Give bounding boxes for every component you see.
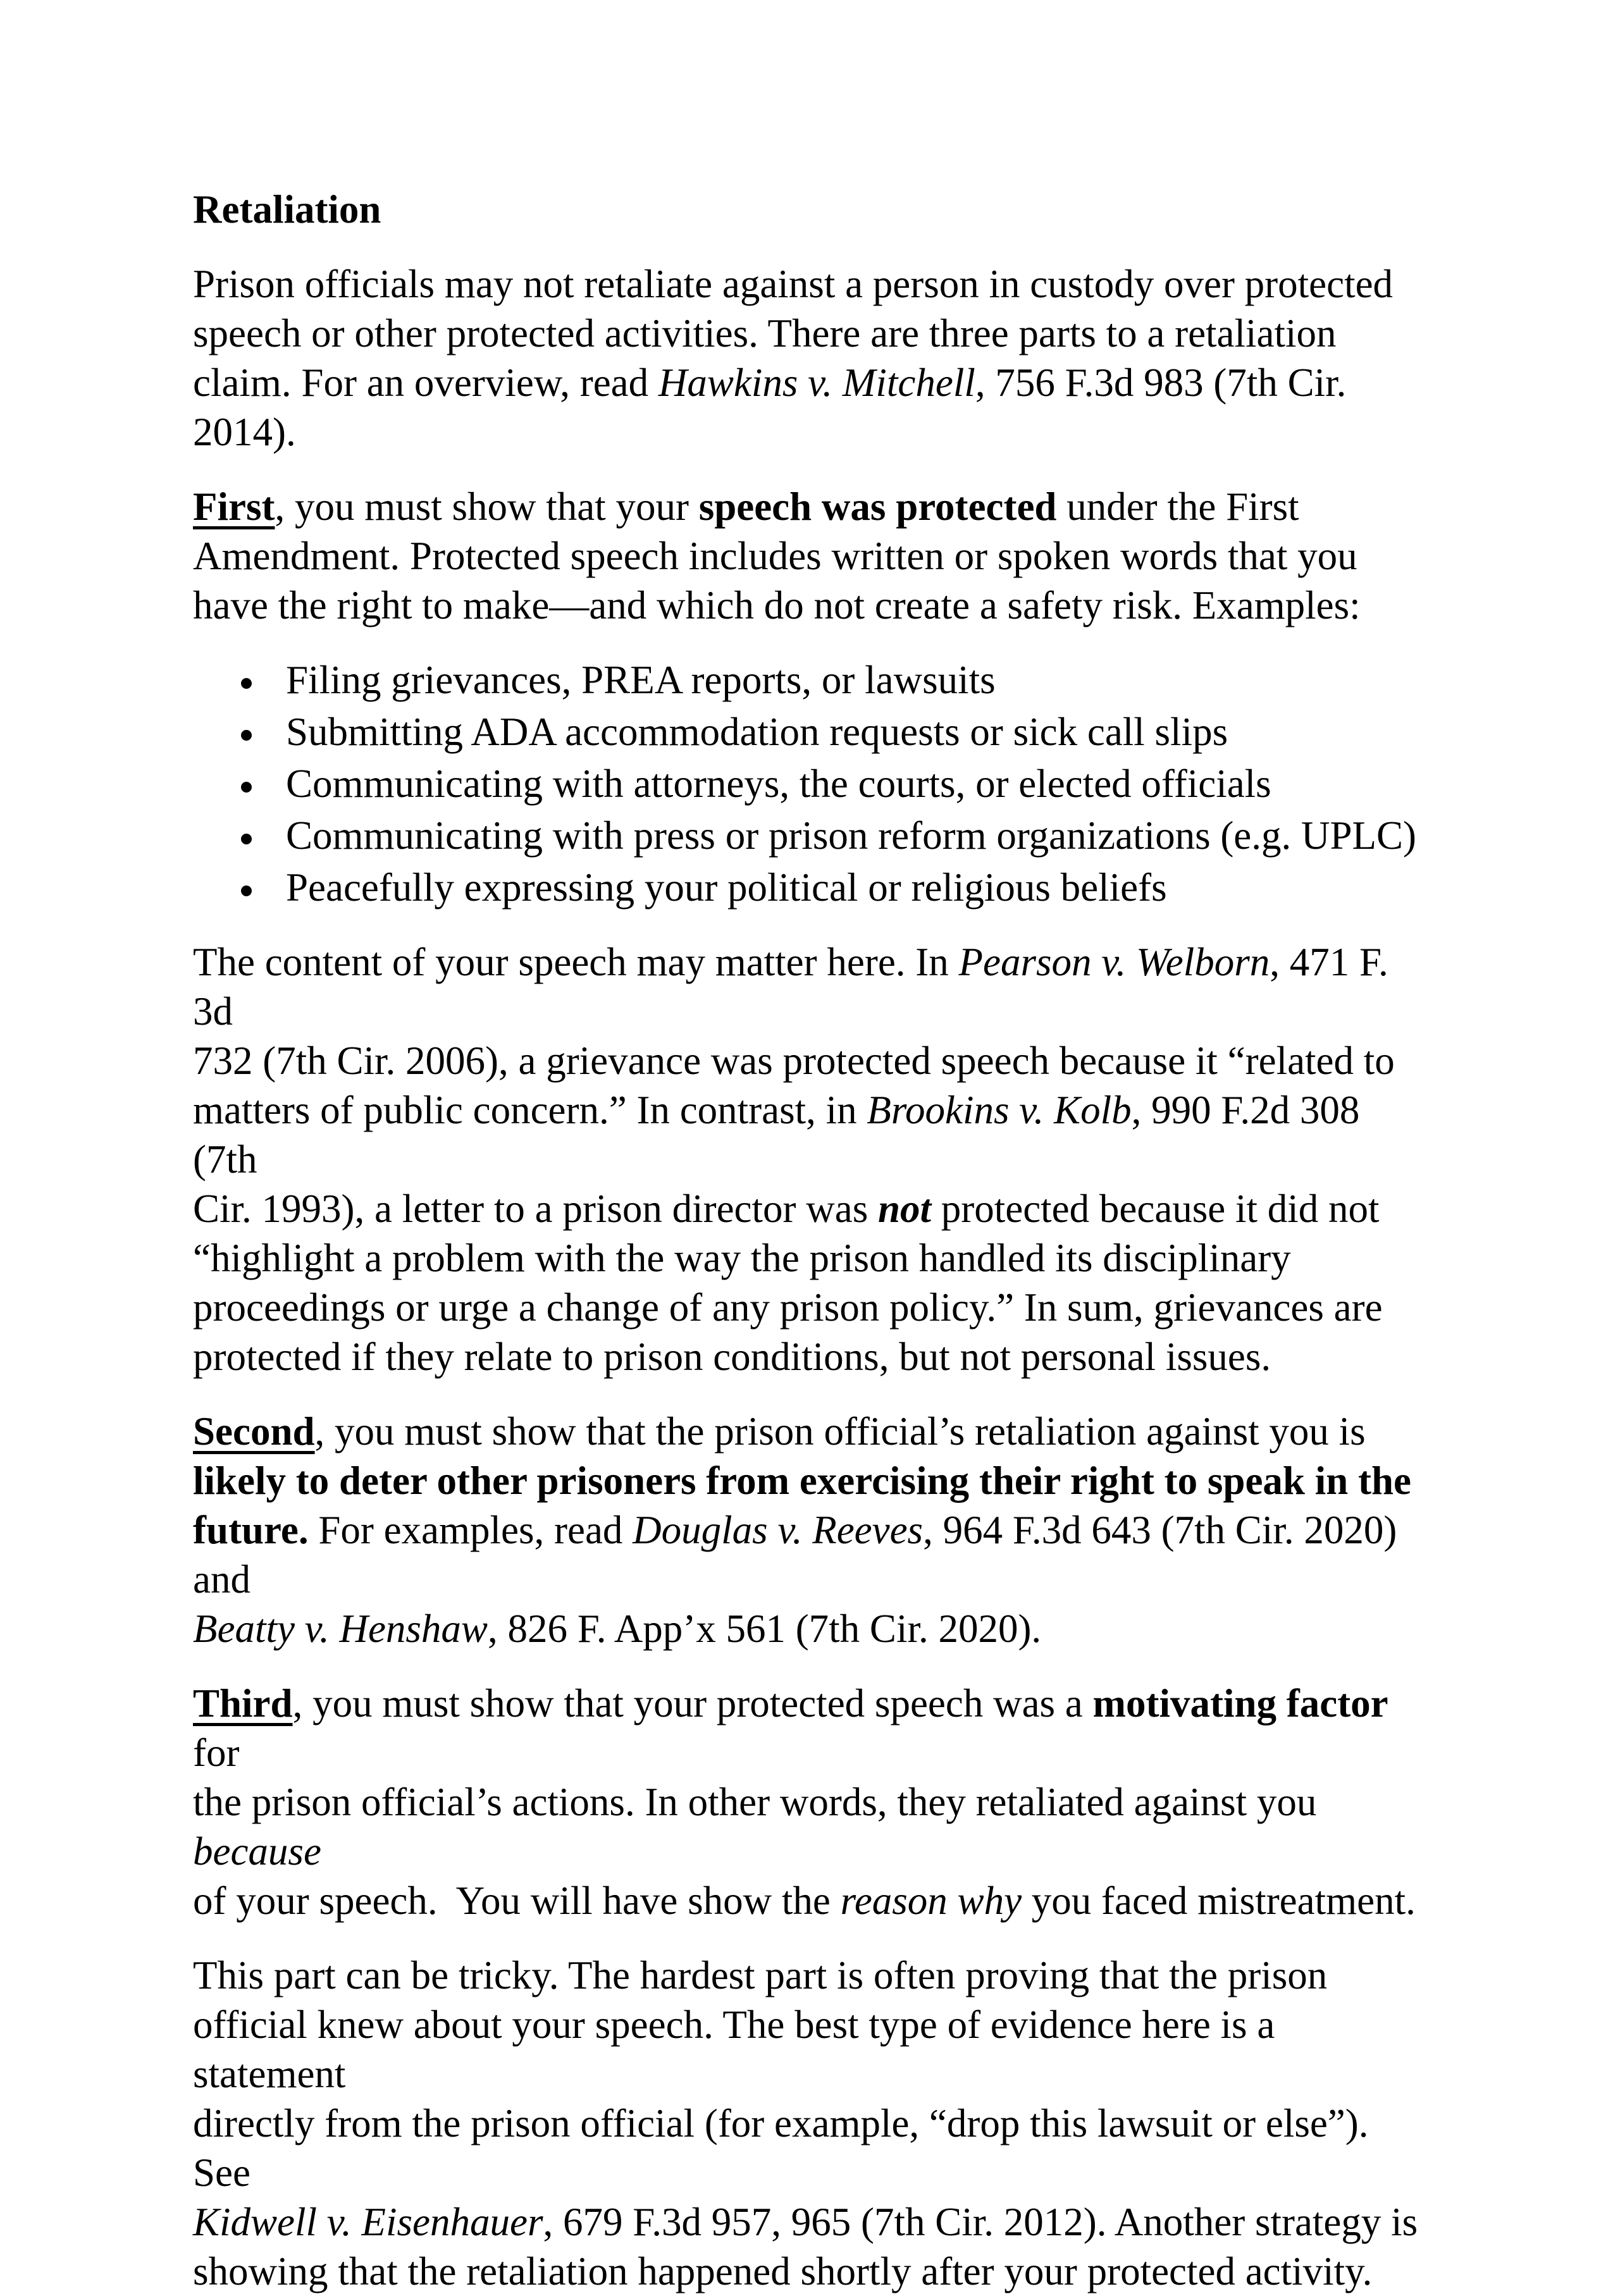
text-line (193, 531, 1423, 581)
text-line (193, 1085, 1423, 1184)
list-item (193, 759, 1423, 808)
text-run: , 756 F.3d 983 (7th Cir. 2014). (193, 361, 1357, 454)
text-run: reason why (840, 1879, 1022, 1923)
text-run: The content of your speech may matter here. In (193, 940, 959, 984)
text-line (193, 2247, 1423, 2296)
text-line (193, 1036, 1423, 1085)
text-run: , you must show that your (275, 485, 699, 529)
text-run: not (877, 1187, 932, 1231)
text-run: protected if they relate to prison conditions, but not personal issues. (193, 1335, 1271, 1379)
text-run: Third (193, 1681, 293, 1725)
text-run: you faced mistreatment. (1022, 1879, 1416, 1923)
text-run: , 679 F.3d 957, 965 (7th Cir. 2012). Another strategy is (543, 2200, 1418, 2244)
text-line (193, 1679, 1423, 1777)
text-line (193, 1777, 1423, 1876)
bullet-icon (241, 730, 252, 741)
text-line (193, 2000, 1423, 2099)
text-run: This part can be tricky. The hardest part is often proving that the prison (193, 1953, 1328, 1997)
text-line (193, 309, 1423, 358)
text-run: official knew about your speech. The best type of evidence here is a statement (193, 2003, 1285, 2096)
paragraph-1 (193, 259, 1423, 457)
text-run: likely to deter other prisoners from exercising their right to speak in the (193, 1459, 1411, 1503)
list-item-text: Communicating with attorneys, the courts, or elected officials (286, 762, 1271, 806)
text-run: , you must show that your protected speech was a (292, 1681, 1093, 1725)
text-run: for (193, 1681, 1399, 1775)
paragraph-6 (193, 1679, 1423, 1925)
text-run: Douglas v. Reeves (633, 1508, 924, 1552)
document-title: Retaliation (193, 187, 381, 231)
document-body (193, 259, 1423, 2296)
bullet-icon (241, 834, 252, 844)
text-run: , 964 F.3d 643 (7th Cir. 2020) and (193, 1508, 1407, 1602)
text-run: Hawkins v. Mitchell (658, 361, 975, 405)
text-line (193, 259, 1423, 309)
list-item (193, 811, 1423, 860)
text-run: Amendment. Protected speech includes written or spoken words that you (193, 534, 1357, 578)
text-run: , 471 F. 3d (193, 940, 1399, 1034)
text-line (193, 2099, 1423, 2197)
text-line (193, 1407, 1423, 1456)
text-run: 732 (7th Cir. 2006), a grievance was protected speech because it “related to (193, 1039, 1395, 1083)
text-run: protected because it did not (931, 1187, 1380, 1231)
text-line (193, 1876, 1423, 1925)
text-line (193, 1951, 1423, 2000)
text-line (193, 482, 1423, 531)
text-line (193, 1456, 1423, 1505)
text-run: Prison officials may not retaliate against a person in custody over protected (193, 262, 1394, 306)
paragraph-7 (193, 1951, 1423, 2296)
paragraph-5 (193, 1407, 1423, 1653)
list-item-text: Filing grievances, PREA reports, or lawsuits (286, 658, 996, 702)
text-run: proceedings or urge a change of any prison policy.” In sum, grievances are (193, 1285, 1383, 1330)
text-line (193, 1233, 1423, 1283)
paragraph-2 (193, 482, 1423, 630)
bullet-icon (241, 782, 252, 793)
text-run: , 826 F. App’x 561 (7th Cir. 2020). (487, 1607, 1042, 1651)
text-run: speech was protected (698, 485, 1057, 529)
text-run: , 990 F.2d 308 (7th (193, 1088, 1370, 1182)
list-item-text: Submitting ADA accommodation requests or sick call slips (286, 710, 1228, 754)
list-item (193, 655, 1423, 705)
bullet-icon (241, 678, 252, 689)
text-run: Kidwell v. Eisenhauer (193, 2200, 543, 2244)
text-run: Second (193, 1409, 315, 1454)
text-line (193, 1505, 1423, 1604)
text-run: First (193, 485, 275, 529)
bullet-icon (241, 886, 252, 896)
text-line (193, 937, 1423, 1036)
paragraph-4 (193, 937, 1423, 1381)
text-run: Brookins v. Kolb (867, 1088, 1132, 1132)
text-run: matters of public concern.” In contrast, in (193, 1088, 867, 1132)
text-run: motivating factor (1092, 1681, 1388, 1725)
text-run: directly from the prison official (for example, “drop this lawsuit or else”). See (193, 2101, 1379, 2195)
text-run: speech or other protected activities. There are three parts to a retaliation (193, 311, 1337, 355)
list-item (193, 863, 1423, 912)
text-run: the prison official’s actions. In other words, they retaliated against you (193, 1780, 1327, 1824)
text-line (193, 2197, 1423, 2247)
text-run: showing that the retaliation happened shortly after your protected activity. (193, 2249, 1373, 2293)
text-line (193, 358, 1423, 457)
text-run: Cir. 1993), a letter to a prison director was (193, 1187, 878, 1231)
text-line (193, 1184, 1423, 1233)
list-item-text: Communicating with press or prison reform organizations (e.g. UPLC) (286, 813, 1417, 858)
text-run: For examples, read (308, 1508, 633, 1552)
text-run: , you must show that the prison official’s retaliation against you is (314, 1409, 1366, 1454)
list-item (193, 707, 1423, 756)
text-run: claim. For an overview, read (193, 361, 658, 405)
text-run: Pearson v. Welborn (958, 940, 1270, 984)
bullet-list (193, 655, 1423, 912)
text-run: have the right to make—and which do not create a safety risk. Examples: (193, 583, 1361, 627)
text-run: future. (193, 1508, 309, 1552)
text-line (193, 581, 1423, 630)
text-line (193, 1604, 1423, 1653)
text-run: “highlight a problem with the way the prison handled its disciplinary (193, 1236, 1291, 1280)
text-run: of your speech. You will have show the (193, 1879, 841, 1923)
text-run: because (193, 1829, 321, 1873)
text-line (193, 1283, 1423, 1332)
text-run: under the First (1056, 485, 1299, 529)
text-line (193, 1332, 1423, 1381)
text-run: Beatty v. Henshaw (193, 1607, 488, 1651)
list-item-text: Peacefully expressing your political or religious beliefs (286, 865, 1167, 910)
